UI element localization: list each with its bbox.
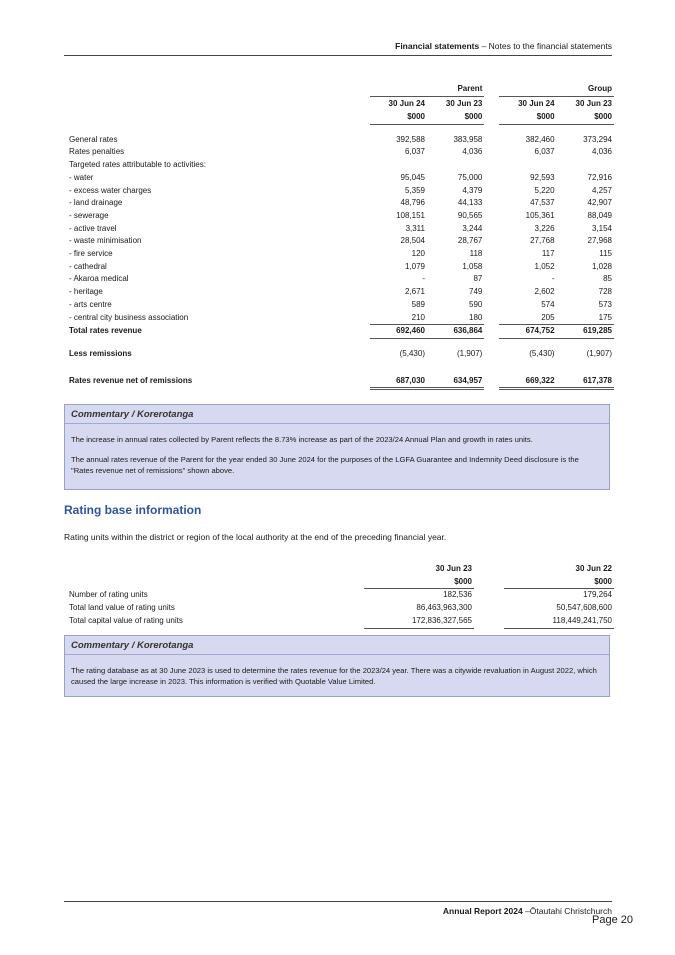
page-footer [64,901,612,916]
cell-value: 3,244 [462,223,483,233]
total-row [69,325,614,339]
cell-value: 175 [557,312,614,325]
cell-value: 5,359 [404,185,425,195]
cell-value: 48,796 [400,198,425,208]
cell-value: 172,836,327,565 [364,615,474,628]
col-unit: $000 [427,111,484,124]
cell-value: 42,907 [587,198,612,208]
cell-value: 392,588 [396,134,425,144]
table-row [69,312,614,325]
cell-value: 1,028 [591,261,612,271]
col-unit: $000 [504,576,614,589]
cell-value [370,159,427,172]
cell-value: 373,294 [583,134,612,144]
cell-value: 749 [469,287,483,297]
row-label: - land drainage [69,198,123,208]
commentary-box [64,404,610,490]
table-row [69,210,614,223]
table-row [69,261,614,274]
table-row [69,248,614,261]
cell-value: 120 [411,249,425,259]
col-date: 30 Jun 22 [575,564,612,573]
table-row [69,286,614,299]
col-date: 30 Jun 23 [435,564,472,573]
row-label: Rates revenue net of remissions [69,376,193,386]
row-label: - Akaroa medical [69,274,129,284]
row-label: - waste minimisation [69,236,142,246]
cell-value: 75,000 [457,172,483,182]
group-label-parent: Parent [427,82,484,97]
commentary-title: Commentary / Korerotanga [65,636,609,655]
cell-value: 86,463,963,300 [416,603,472,613]
table-row [69,589,614,602]
cell-value: 617,378 [557,375,614,389]
cell-value: 108,151 [396,210,425,220]
table-row [69,273,614,286]
table-group-header [69,82,614,97]
cell-value: 4,379 [462,185,483,195]
footer-report: Annual Report 2024 [442,906,523,916]
row-label: - fire service [69,249,113,259]
row-label: Rates penalties [69,147,125,157]
cell-value [557,159,614,172]
cell-value: (5,430) [529,348,555,358]
cell-value: 2,602 [534,287,555,297]
cell-value: 50,547,608,600 [556,603,612,613]
cell-value: 179,264 [583,590,612,600]
commentary-text: The annual rates revenue of the Parent for the year ended 30 June 2024 for the purposes of the LGFA Guarantee and Indemnity Deed disclosure is the "Rates revenue net of remissions" shown above. [71,455,579,475]
table-unit-header [69,111,614,124]
cell-value: 27,968 [587,236,612,246]
rating-base-intro: Rating units within the district or region of the local authority at the end of the preceding financial year. [64,532,447,542]
cell-value: 634,957 [427,375,484,389]
rating-base-title: Rating base information [64,503,202,517]
cell-value: 1,079 [404,261,425,271]
table-row [69,602,614,615]
col-date: 30 Jun 23 [445,99,483,108]
table-row [69,159,614,172]
cell-value: 87 [473,274,483,284]
cell-value: 1,052 [534,261,555,271]
cell-value: 182,536 [443,590,472,600]
cell-value: 105,361 [525,210,555,220]
commentary-box [64,635,610,697]
cell-value: (5,430) [399,348,425,358]
cell-value: 27,768 [530,236,555,246]
cell-value: 636,864 [427,325,484,339]
row-label: - central city business association [69,312,189,322]
col-unit: $000 [364,576,474,589]
cell-value: 115 [599,249,612,259]
col-unit: $000 [557,111,614,124]
page-number: Page 20 [592,914,633,926]
row-label: - water [69,172,94,182]
commentary-text: The rating database as at 30 June 2023 is used to determine the rates revenue for the 2023/24 year. There was a citywide revaluation in August 2022, which caused the large increase in 2023. This information is verified with Quotable Value Limited. [71,666,597,686]
cell-value: 28,767 [457,236,483,246]
rating-base-table [69,563,614,629]
cell-value: 6,037 [404,147,425,157]
cell-value: 574 [541,299,555,309]
cell-value: 573 [598,299,612,309]
cell-value: 117 [541,249,555,259]
cell-value: 6,037 [534,147,555,157]
table-row [69,299,614,312]
footer-city: –Ōtautahi Christchurch [522,906,612,916]
row-label: - cathedral [69,261,107,271]
row-label: Less remissions [69,348,132,358]
cell-value: 589 [411,299,425,309]
cell-value [427,159,484,172]
cell-value: 2,671 [404,287,425,297]
row-label: - sewerage [69,210,109,220]
table-row [69,172,614,185]
cell-value: (1,907) [586,348,612,358]
table-body [69,134,614,325]
cell-value: 72,916 [587,172,612,182]
cell-value: 5,220 [534,185,555,195]
cell-value: (1,907) [457,348,483,358]
rates-revenue-table [69,82,614,390]
col-date: 30 Jun 23 [575,99,612,108]
cell-value: 3,154 [591,223,612,233]
col-date: 30 Jun 24 [388,99,425,108]
table-row [69,146,614,159]
table-row [69,197,614,210]
row-label: Number of rating units [69,590,148,600]
cell-value: 205 [499,312,556,325]
cell-value: 619,285 [557,325,614,339]
header-section: Financial statements [395,41,480,51]
cell-value: 95,045 [400,172,425,182]
cell-value: 3,311 [405,223,425,233]
col-unit: $000 [499,111,556,124]
cell-value: 590 [469,299,483,309]
rating-date-header [69,563,614,576]
cell-value: 4,036 [591,147,612,157]
cell-value: 728 [598,287,612,297]
cell-value: 4,036 [462,147,483,157]
cell-value: 118 [469,249,483,259]
row-label: Targeted rates attributable to activities: [69,160,206,170]
cell-value: 692,460 [370,325,427,339]
page-header [64,41,612,56]
cell-value: 118,449,241,750 [504,615,614,628]
cell-value: - [422,274,425,284]
cell-value: - [551,274,555,284]
col-unit: $000 [370,111,427,124]
net-row [69,375,614,389]
cell-value: 3,226 [534,223,555,233]
table-row [69,235,614,248]
col-date: 30 Jun 24 [518,99,555,108]
cell-value: 210 [370,312,427,325]
row-label: - heritage [69,287,103,297]
cell-value: 382,460 [525,134,555,144]
cell-value: 383,958 [453,134,483,144]
row-label: - arts centre [69,299,112,309]
row-label: General rates [69,134,118,144]
table-row [69,223,614,236]
cell-value: 687,030 [370,375,427,389]
row-label: - active travel [69,223,117,233]
cell-value: 4,257 [591,185,612,195]
group-label-group: Group [557,82,614,97]
rating-unit-header [69,576,614,589]
table-row [69,615,614,628]
table-row [69,185,614,198]
row-label: Total capital value of rating units [69,616,183,626]
cell-value: 90,565 [457,210,483,220]
cell-value [499,159,556,172]
cell-value: 674,752 [499,325,556,339]
cell-value: 669,322 [499,375,556,389]
cell-value: 85 [603,274,612,284]
remissions-row [69,348,614,361]
cell-value: 47,537 [530,198,555,208]
commentary-title: Commentary / Korerotanga [65,405,609,424]
cell-value: 1,058 [462,261,483,271]
row-label: - excess water charges [69,185,152,195]
row-label: Total rates revenue [69,326,142,336]
cell-value: 92,593 [530,172,555,182]
cell-value: 44,133 [457,198,483,208]
table-row [69,134,614,147]
cell-value: 28,504 [400,236,425,246]
header-subsection: – Notes to the financial statements [479,41,612,51]
table-date-header [69,97,614,112]
cell-value: 88,049 [587,210,612,220]
row-label: Total land value of rating units [69,603,175,613]
commentary-text: The increase in annual rates collected by Parent reflects the 8.73% increase as part of the 2023/24 Annual Plan and growth in rates units. [71,435,533,444]
cell-value: 180 [427,312,484,325]
